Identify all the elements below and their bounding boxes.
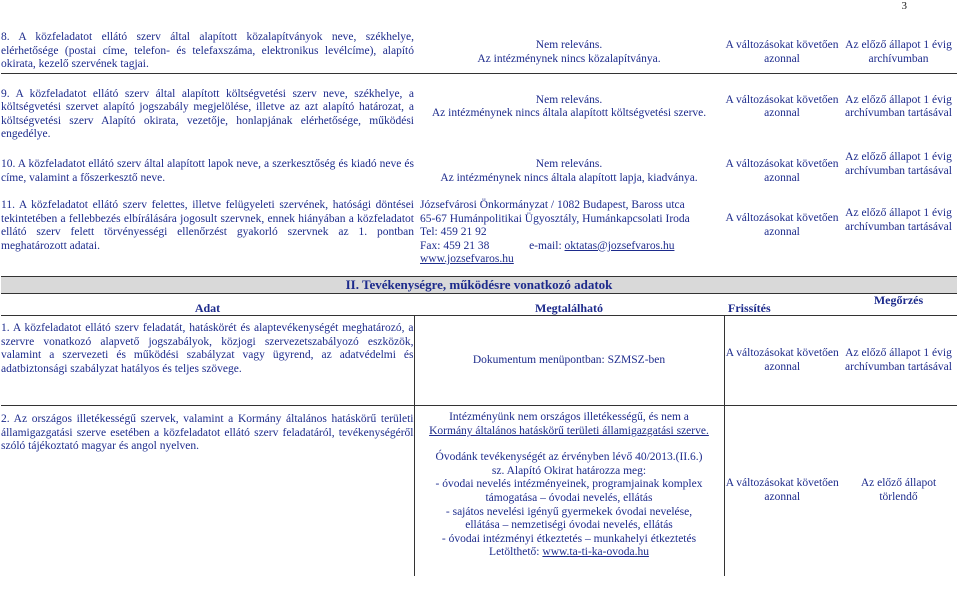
web-link[interactable]: www.jozsefvaros.hu — [420, 253, 514, 266]
hol-line-3: Tel: 459 21 92 — [420, 226, 487, 239]
header-adat: Adat — [1, 293, 414, 316]
row-11-hol — [414, 196, 724, 276]
row-11-adat: 11. A közfeladatot ellátó szerv felettes, illetve felügyeleti szervének, hatósági döntései tekintetében a fellebbezés elbírálására jogosult szervnek, ennek hiányában a közfeladatot ellátó szerv felett törvényességi ellenőrzést gyakorló szervnek az 1. pontban meghatározott adatai. — [1, 199, 414, 252]
page-number: 3 — [901, 0, 907, 12]
header-megorzes: Megőrzés — [840, 293, 957, 316]
table-row — [1, 406, 957, 576]
row-8-megorzes: Az előző állapot 1 évig archívumban — [840, 13, 957, 73]
hol2-b2: sz. Alapító Okirat határozza meg: — [491, 464, 647, 477]
download-link[interactable]: www.ta-ti-ka-ovoda.hu — [542, 546, 649, 559]
hol2-a2: Kormány általános hatáskörű területi államigazgatási szerve. — [429, 424, 709, 437]
row2-1-megorzes: Az előző állapot 1 évig archívumban tartásával — [840, 316, 957, 406]
row-10-hol-2: Az intézménynek nincs általa alapított lapja, kiadványa. — [440, 171, 698, 184]
hol2-b6: ellátása – nemzetiségi óvodai nevelés, ellátás — [465, 519, 673, 532]
row-11-frissites: A változásokat követően azonnal — [725, 212, 839, 238]
row-9-hol-1: Nem releváns. — [535, 93, 603, 106]
row-10-frissites: A változásokat követően azonnal — [725, 158, 839, 184]
download-label: Letölthető: — [489, 546, 543, 559]
table-row — [1, 316, 957, 406]
hol2-download — [415, 546, 724, 560]
row2-1-adat: 1. A közfeladatot ellátó szerv feladatát, hatáskörét és alaptevékenységét meghatározó, a szervre vonatkozó alapvető jogszabályok, közjogi szervezetszabályozó eszközök, valamint a szervezeti és működési szabályzat vagy ügyrend, az adatvédelmi és adatbiztonsági szabályzat hatályos és teljes szövege. — [1, 316, 414, 406]
hol2-b3: - óvodai nevelés intézményeinek, programjainak komplex — [435, 478, 703, 491]
row2-2-hol — [414, 406, 724, 576]
row-10-adat: 10. A közfeladatot ellátó szerv által alapított lapok neve, a szerkesztőség és kiadó neve és címe, valamint a főszerkesztő neve. — [1, 158, 414, 184]
header-frissites: Frissítés — [724, 293, 840, 316]
row-8-frissites: A változásokat követően azonnal — [724, 13, 840, 73]
row2-2-adat: 2. Az országos illetékességű szervek, valamint a Kormány általános hatáskörű területi államigazgatási szerve esetében a közfeladatot ellátó szerv feladatáról, tevékenységéről szóló tájékoztató magyar és angol nyelven. — [1, 413, 414, 453]
table-row — [1, 151, 957, 196]
email-link[interactable]: oktatas@jozsefvaros.hu — [564, 239, 675, 252]
data-table — [1, 13, 957, 576]
table-row — [1, 13, 957, 73]
row-9-adat: 9. A közfeladatot ellátó szerv által alapított költségvetési szerv neve, székhelye, a költségvetési szervet alapító jogszabály megjelölése, illetve az azt alapító határozat, a költségvetési szerv Alapító okirata, vezetője, honlapjának elérhetősége, működési engedélye. — [1, 87, 414, 141]
hol-line-1: Józsefvárosi Önkormányzat / 1082 Budapest, Baross utca — [420, 199, 685, 211]
section-row — [1, 276, 957, 293]
row2-2-frissites: A változásokat követően azonnal — [725, 477, 839, 503]
row-11-megorzes: Az előző állapot 1 évig archívumban tartásával — [845, 207, 952, 233]
row2-1-frissites: A változásokat követően azonnal — [724, 316, 840, 406]
row-8-hol-2: Az intézménynek nincs közalapítványa. — [477, 52, 661, 65]
email-label: e-mail: — [529, 239, 562, 252]
hol2-b7: - óvodai intézményi étkeztetés – munkahelyi étkeztetés — [441, 532, 697, 545]
row-8-hol-1: Nem releváns. — [535, 39, 603, 51]
fax-text: Fax: 459 21 38 — [420, 239, 490, 252]
row-9-megorzes: Az előző állapot 1 évig archívumban tartásával — [845, 93, 952, 120]
row-10-megorzes: Az előző állapot 1 évig archívumban tartásával — [845, 151, 952, 177]
row-9-hol-2: Az intézménynek nincs általa alapított költségvetési szerve. — [431, 107, 707, 120]
hol-line-2: 65-67 Humánpolitikai Ügyosztály, Humánkapcsolati Iroda — [420, 212, 690, 225]
section-title: II. Tevékenységre, működésre vonatkozó adatok — [1, 276, 957, 293]
header-hol: Megtalálható — [414, 293, 724, 316]
row2-2-megorzes: Az előző állapot törlendő — [860, 477, 937, 503]
hol-line-fax — [420, 240, 724, 254]
row-9-frissites: A változásokat követően azonnal — [725, 93, 839, 120]
table-row — [1, 73, 957, 151]
row-10-hol-1: Nem releváns. — [535, 158, 603, 170]
header-row — [1, 293, 957, 316]
table-row — [1, 196, 957, 276]
hol2-b4: támogatása – óvodai nevelés, ellátás — [485, 492, 653, 505]
hol2-a1: Intézményünk nem országos illetékességű, és nem a — [449, 411, 689, 424]
hol2-b5: - sajátos nevelési igényű gyermekek óvodai nevelése, — [445, 505, 693, 518]
row-8-adat: 8. A közfeladatot ellátó szerv által alapított közalapítványok neve, székhelye, elérhetősége (postai címe, telefon- és telefaxszáma, elektronikus levélcíme), alapító okirata, kezelő szervének tagjai. — [1, 13, 414, 73]
row2-1-hol: Dokumentum menüpontban: SZMSZ-ben — [414, 316, 724, 406]
hol2-b1: Óvodánk tevékenységét az érvényben lévő 40/2013.(II.6.) — [435, 451, 703, 464]
